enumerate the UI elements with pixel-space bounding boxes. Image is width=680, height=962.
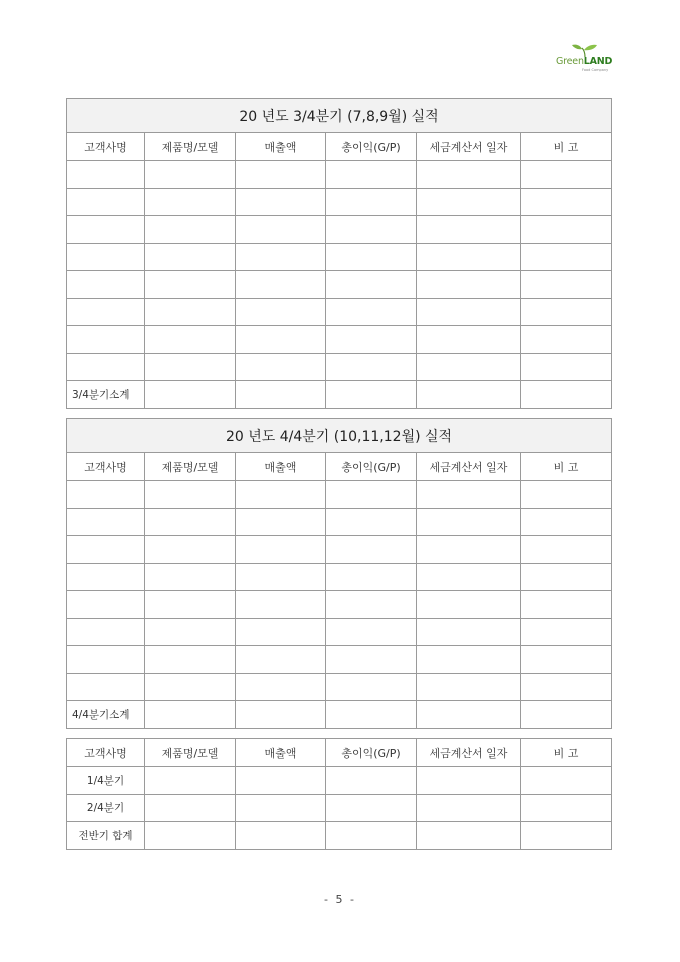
q3-subtotal-label: 3/4분기소계: [67, 381, 145, 409]
cell[interactable]: [417, 701, 521, 729]
cell[interactable]: [417, 673, 521, 701]
cell[interactable]: [417, 188, 521, 216]
cell[interactable]: [145, 822, 236, 850]
cell[interactable]: [145, 298, 236, 326]
table-row: [67, 618, 612, 646]
cell[interactable]: [236, 353, 326, 381]
summary-label-q2: 2/4분기: [67, 794, 145, 822]
cell[interactable]: [236, 481, 326, 509]
cell[interactable]: [417, 536, 521, 564]
cell[interactable]: [417, 326, 521, 354]
cell[interactable]: [521, 563, 612, 591]
cell[interactable]: [417, 618, 521, 646]
cell[interactable]: [521, 794, 612, 822]
cell[interactable]: [521, 646, 612, 674]
table-row: [67, 216, 612, 244]
cell[interactable]: [145, 618, 236, 646]
summary-row-q2: [67, 794, 612, 822]
table-row: [67, 161, 612, 189]
cell[interactable]: [145, 243, 236, 271]
cell[interactable]: [236, 271, 326, 299]
cell[interactable]: [67, 161, 145, 189]
cell[interactable]: [521, 508, 612, 536]
cell[interactable]: [145, 481, 236, 509]
cell[interactable]: [326, 271, 417, 299]
cell[interactable]: [417, 563, 521, 591]
summary-label-first-half-total: 전반기 합계: [67, 822, 145, 850]
cell[interactable]: [236, 767, 326, 795]
q4-subtotal-row: [67, 701, 612, 729]
cell[interactable]: [236, 188, 326, 216]
summary-row-q1: [67, 767, 612, 795]
cell[interactable]: [236, 326, 326, 354]
cell[interactable]: [521, 298, 612, 326]
cell[interactable]: [236, 298, 326, 326]
cell[interactable]: [145, 536, 236, 564]
cell[interactable]: [145, 381, 236, 409]
cell[interactable]: [326, 822, 417, 850]
table-row: [67, 271, 612, 299]
table-row: [67, 536, 612, 564]
cell[interactable]: [145, 271, 236, 299]
q4-performance-table: [66, 418, 612, 729]
cell[interactable]: [521, 481, 612, 509]
header-sales: 매출액: [236, 453, 326, 481]
cell[interactable]: [326, 701, 417, 729]
header-gross-profit: 총이익(G/P): [326, 133, 417, 161]
cell[interactable]: [236, 794, 326, 822]
cell[interactable]: [236, 673, 326, 701]
summary-label-q1: 1/4분기: [67, 767, 145, 795]
cell[interactable]: [417, 243, 521, 271]
header-remarks: 비 고: [521, 453, 612, 481]
logo-land: LAND: [583, 56, 613, 67]
cell[interactable]: [67, 563, 145, 591]
cell[interactable]: [326, 618, 417, 646]
cell[interactable]: [417, 794, 521, 822]
cell[interactable]: [417, 767, 521, 795]
cell[interactable]: [236, 243, 326, 271]
header-product: 제품명/모델: [145, 453, 236, 481]
cell[interactable]: [326, 298, 417, 326]
cell[interactable]: [145, 794, 236, 822]
header-remarks: 비 고: [521, 133, 612, 161]
header-customer: 고객사명: [67, 453, 145, 481]
cell[interactable]: [67, 353, 145, 381]
cell[interactable]: [521, 822, 612, 850]
cell[interactable]: [417, 216, 521, 244]
cell[interactable]: [67, 188, 145, 216]
summary-row-first-half-total: [67, 822, 612, 850]
cell[interactable]: [521, 353, 612, 381]
cell[interactable]: [236, 381, 326, 409]
cell[interactable]: [326, 673, 417, 701]
cell[interactable]: [145, 216, 236, 244]
cell[interactable]: [417, 298, 521, 326]
cell[interactable]: [326, 243, 417, 271]
cell[interactable]: [145, 161, 236, 189]
header-remarks: 비 고: [521, 739, 612, 767]
cell[interactable]: [326, 481, 417, 509]
cell[interactable]: [326, 591, 417, 619]
header-customer: 고객사명: [67, 133, 145, 161]
table-row: [67, 243, 612, 271]
header-invoice-date: 세금계산서 일자: [417, 453, 521, 481]
cell[interactable]: [67, 646, 145, 674]
cell[interactable]: [67, 216, 145, 244]
cell[interactable]: [236, 536, 326, 564]
cell[interactable]: [236, 508, 326, 536]
cell[interactable]: [67, 243, 145, 271]
cell[interactable]: [145, 563, 236, 591]
cell[interactable]: [326, 536, 417, 564]
page-number: - 5 -: [324, 893, 356, 906]
header-invoice-date: 세금계산서 일자: [417, 739, 521, 767]
cell[interactable]: [521, 673, 612, 701]
cell[interactable]: [417, 646, 521, 674]
table-row: [67, 508, 612, 536]
cell[interactable]: [236, 701, 326, 729]
cell[interactable]: [236, 563, 326, 591]
cell[interactable]: [236, 822, 326, 850]
cell[interactable]: [521, 188, 612, 216]
table-row: [67, 673, 612, 701]
q3-header-row: [67, 133, 612, 161]
cell[interactable]: [417, 508, 521, 536]
half-year-summary-table: [66, 738, 612, 850]
q3-performance-table: [66, 98, 612, 409]
cell[interactable]: [67, 673, 145, 701]
header-invoice-date: 세금계산서 일자: [417, 133, 521, 161]
cell[interactable]: [67, 298, 145, 326]
table-row: [67, 298, 612, 326]
cell[interactable]: [236, 216, 326, 244]
cell[interactable]: [145, 188, 236, 216]
cell[interactable]: [67, 618, 145, 646]
table-row: [67, 481, 612, 509]
header-gross-profit: 총이익(G/P): [326, 453, 417, 481]
header-gross-profit: 총이익(G/P): [326, 739, 417, 767]
logo-wordmark: [556, 56, 612, 67]
table-row: [67, 188, 612, 216]
cell[interactable]: [417, 591, 521, 619]
table-row: [67, 563, 612, 591]
header-product: 제품명/모델: [145, 133, 236, 161]
cell[interactable]: [145, 767, 236, 795]
cell[interactable]: [236, 161, 326, 189]
cell[interactable]: [326, 216, 417, 244]
cell[interactable]: [417, 381, 521, 409]
cell[interactable]: [326, 646, 417, 674]
cell[interactable]: [521, 271, 612, 299]
cell[interactable]: [326, 508, 417, 536]
cell[interactable]: [521, 767, 612, 795]
cell[interactable]: [67, 536, 145, 564]
table-row: [67, 591, 612, 619]
header-customer: 고객사명: [67, 739, 145, 767]
cell[interactable]: [521, 216, 612, 244]
q3-table-title: 20 년도 3/4분기 (7,8,9월) 실적: [67, 99, 612, 133]
cell[interactable]: [145, 646, 236, 674]
cell[interactable]: [236, 591, 326, 619]
cell[interactable]: [67, 271, 145, 299]
cell[interactable]: [326, 161, 417, 189]
cell[interactable]: [417, 161, 521, 189]
cell[interactable]: [417, 353, 521, 381]
cell[interactable]: [67, 508, 145, 536]
cell[interactable]: [145, 673, 236, 701]
table-row: [67, 646, 612, 674]
cell[interactable]: [521, 591, 612, 619]
q4-subtotal-label: 4/4분기소계: [67, 701, 145, 729]
cell[interactable]: [145, 591, 236, 619]
header-product: 제품명/모델: [145, 739, 236, 767]
cell[interactable]: [417, 271, 521, 299]
cell[interactable]: [521, 536, 612, 564]
cell[interactable]: [326, 381, 417, 409]
cell[interactable]: [67, 326, 145, 354]
cell[interactable]: [326, 767, 417, 795]
summary-header-row: [67, 739, 612, 767]
table-row: [67, 326, 612, 354]
cell[interactable]: [521, 326, 612, 354]
cell[interactable]: [326, 563, 417, 591]
cell[interactable]: [326, 188, 417, 216]
q3-subtotal-row: [67, 381, 612, 409]
cell[interactable]: [417, 481, 521, 509]
greenland-logo: [554, 44, 616, 74]
cell[interactable]: [521, 701, 612, 729]
cell[interactable]: [145, 326, 236, 354]
cell[interactable]: [521, 243, 612, 271]
table-row: [67, 353, 612, 381]
cell[interactable]: [145, 701, 236, 729]
cell[interactable]: [145, 508, 236, 536]
cell[interactable]: [67, 481, 145, 509]
cell[interactable]: [236, 618, 326, 646]
logo-green: Green: [556, 56, 584, 67]
logo-subtitle: Food Company: [582, 68, 609, 72]
cell[interactable]: [67, 591, 145, 619]
header-sales: 매출액: [236, 133, 326, 161]
cell[interactable]: [521, 161, 612, 189]
q4-table-title: 20 년도 4/4분기 (10,11,12월) 실적: [67, 419, 612, 453]
cell[interactable]: [521, 618, 612, 646]
header-sales: 매출액: [236, 739, 326, 767]
cell[interactable]: [326, 326, 417, 354]
cell[interactable]: [521, 381, 612, 409]
cell[interactable]: [236, 646, 326, 674]
cell[interactable]: [326, 794, 417, 822]
cell[interactable]: [417, 822, 521, 850]
q4-header-row: [67, 453, 612, 481]
cell[interactable]: [326, 353, 417, 381]
cell[interactable]: [145, 353, 236, 381]
